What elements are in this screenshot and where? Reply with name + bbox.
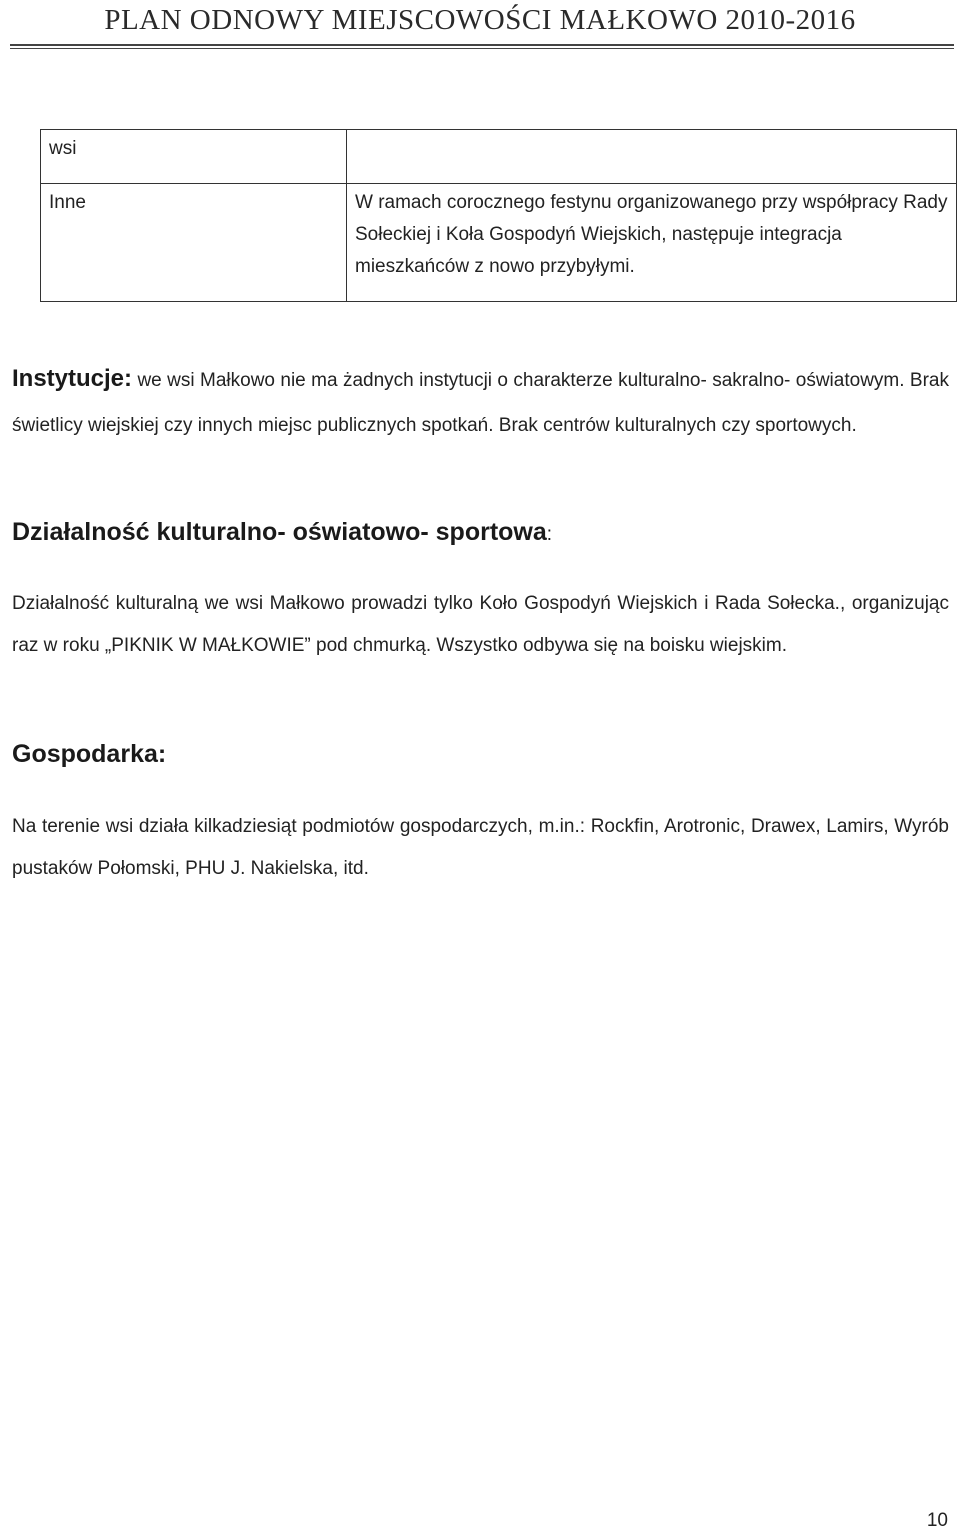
- page-header-title: PLAN ODNOWY MIEJSCOWOŚCI MAŁKOWO 2010-2016: [104, 4, 856, 36]
- info-table: [40, 129, 957, 302]
- cultural-heading-text: Działalność kulturalno- oświatowo- sportowa: [12, 518, 547, 546]
- economy-paragraph: Na terenie wsi działa kilkadziesiąt podmiotów gospodarczych, m.in.: Rockfin, Arotronic, Drawex, Lamirs, Wyrób pustaków Połomski, PHU J. Nakielska, itd.: [12, 816, 949, 879]
- table-cell-text: W ramach corocznego festynu organizowanego przy współpracy Rady Sołeckiej i Koła Gospodyń Wiejskich, następuje integracja mieszkańców z nowo przybyłymi.: [347, 184, 957, 302]
- table-row: [41, 130, 957, 184]
- cultural-paragraph: Działalność kulturalną we wsi Małkowo prowadzi tylko Koło Gospodyń Wiejskich i Rada Sołecka., organizując raz w roku „PIKNIK W MAŁKOWIE” pod chmurką. Wszystko odbywa się na boisku wiejskim.: [12, 593, 949, 656]
- cultural-heading-colon: :: [546, 524, 553, 545]
- cultural-heading: [12, 518, 552, 547]
- institutions-text: we wsi Małkowo nie ma żadnych instytucji o charakterze kulturalno- sakralno- oświatowym. Brak świetlicy wiejskiej czy innych miejsc publicznych spotkań. Brak centrów kulturalnych czy sportowych.: [12, 370, 950, 436]
- header-divider: [10, 44, 954, 49]
- economy-heading: Gospodarka:: [12, 740, 167, 768]
- institutions-paragraph: [12, 356, 949, 448]
- page-number: 10: [926, 1510, 948, 1531]
- table-cell-label: wsi: [41, 130, 347, 184]
- table-cell-label: Inne: [41, 184, 347, 302]
- table-row: [41, 184, 957, 302]
- table-cell-text: [347, 130, 957, 184]
- institutions-heading: Instytucje:: [12, 365, 133, 392]
